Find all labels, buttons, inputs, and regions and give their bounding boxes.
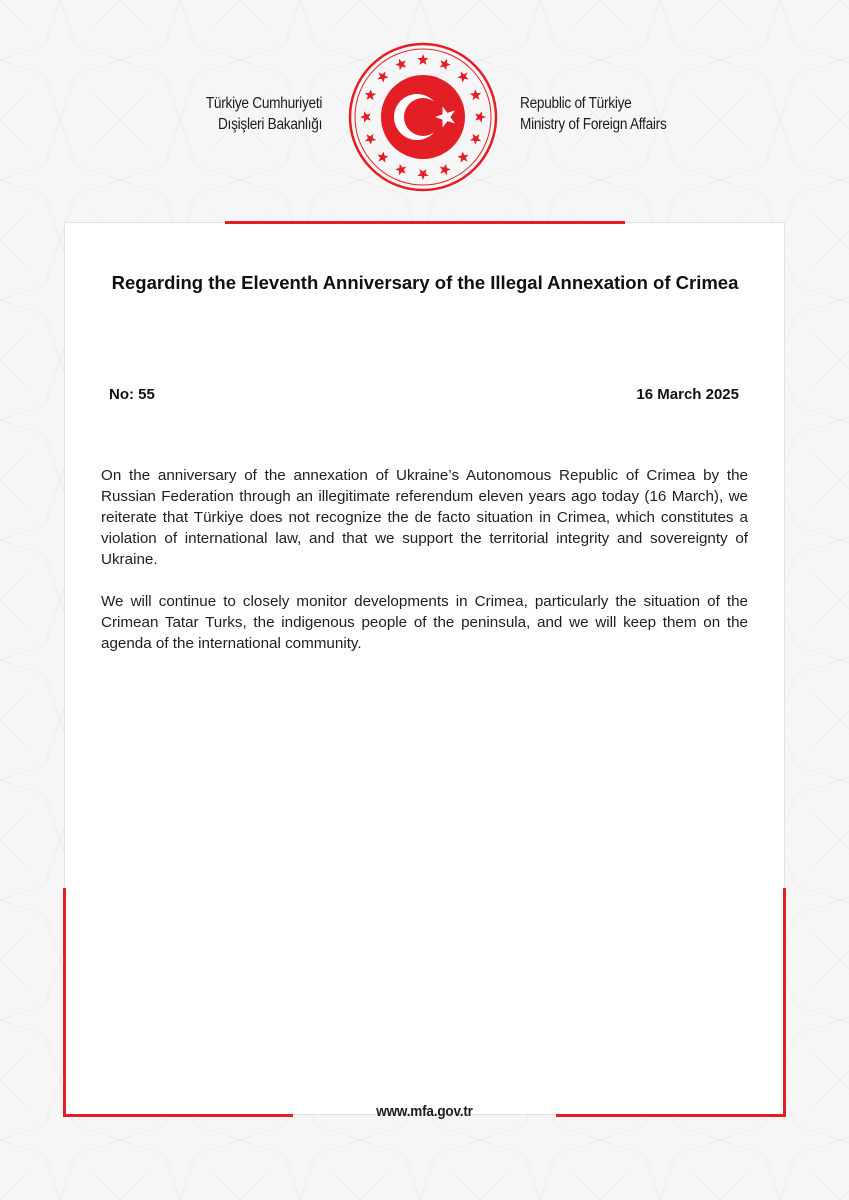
seal-ring-star-icon: [470, 89, 481, 100]
left-red-bracket-vertical: [63, 888, 66, 1117]
seal-ring-star-icon: [377, 151, 388, 162]
left-red-bracket-horizontal: [63, 1114, 293, 1117]
seal-ring-star-icon: [417, 54, 428, 65]
header-ministry-english: [520, 93, 667, 135]
seal-ring-star-icon: [395, 59, 406, 70]
statement-date: 16 March 2025: [636, 386, 739, 403]
header-left-line2: Dışişleri Bakanlığı: [217, 116, 322, 133]
statement-paragraph-2: We will continue to closely monitor developments in Crimea, particularly the situation of the Crimean Tatar Turks, the indigenous people of the peninsula, and we will keep them on the agenda of the international community.: [101, 593, 748, 652]
seal-ring-star-icon: [377, 71, 388, 82]
seal-ring-star-icon: [457, 151, 468, 162]
turkish-crescent-star-seal-icon: [348, 42, 498, 192]
seal-ring-star-icon: [365, 134, 376, 145]
statement-number: No: 55: [109, 386, 155, 403]
seal-ring-star-icon: [475, 111, 486, 122]
header-left-line1: Türkiye Cumhuriyeti: [205, 95, 322, 112]
top-red-bar: [225, 221, 625, 224]
statement-body: [101, 465, 748, 675]
header-right-line2: Ministry of Foreign Affairs: [520, 116, 667, 133]
seal-ring-star-icon: [440, 164, 451, 175]
seal-ring-star-icon: [457, 71, 468, 82]
seal-ring-star-icon: [395, 164, 406, 175]
right-red-bracket-vertical: [783, 888, 786, 1117]
seal-ring-star-icon: [365, 89, 376, 100]
seal-ring-star-icon: [417, 169, 428, 180]
seal-ring-star-icon: [440, 59, 451, 70]
footer-website-link[interactable]: www.mfa.gov.tr: [376, 1103, 473, 1120]
seal-ring-star-icon: [470, 134, 481, 145]
statement-paragraph-1: On the anniversary of the annexation of Ukraine’s Autonomous Republic of Crimea by the Russian Federation through an illegitimate referendum eleven years ago today (16 March), we reiterate that Türkiye does not recognize the de facto situation in Crimea, which constitutes a violation of international law, and that we support the territorial integrity and sovereignty of Ukraine.: [101, 467, 748, 568]
header-right-line1: Republic of Türkiye: [520, 95, 632, 112]
seal-ring-star-icon: [360, 111, 371, 122]
right-red-bracket-horizontal: [556, 1114, 786, 1117]
statement-title: Regarding the Eleventh Anniversary of the Illegal Annexation of Crimea: [111, 272, 739, 293]
header-ministry-turkish: [206, 93, 322, 135]
